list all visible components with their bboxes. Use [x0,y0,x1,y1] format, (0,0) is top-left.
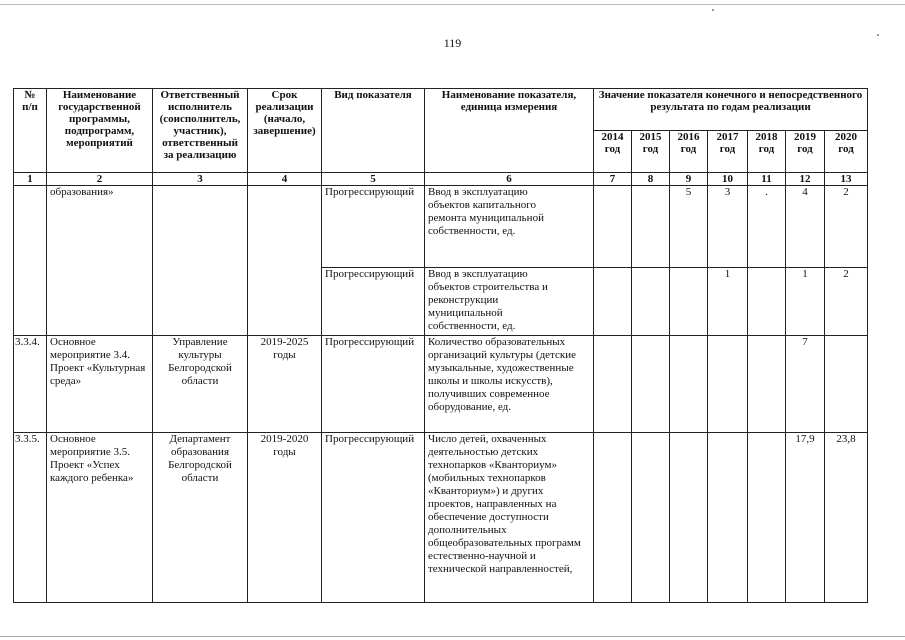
value-2014 [594,268,632,336]
header-year: 2016 год [670,131,708,173]
column-index: 3 [153,173,248,186]
program-name: Основное мероприятие 3.5. Проект «Успех каждого ребенка» [47,433,153,603]
column-index: 9 [670,173,708,186]
header-year: 2018 год [748,131,786,173]
value-2018 [748,268,786,336]
value-2016 [670,336,708,433]
indicator-name: Ввод в эксплуатацию объектов строительства и реконструкции муниципальной собственности, ед. [425,268,594,336]
header-year: 2015 год [632,131,670,173]
indicator-type: Прогрессирующий [322,336,425,433]
value-2020 [825,336,868,433]
value-2015 [632,433,670,603]
term [248,186,322,336]
page-number: 119 [443,36,462,50]
value-2019: 17,9 [786,433,825,603]
scan-speck [712,9,714,11]
header-year: 2017 год [708,131,748,173]
table-row [14,186,868,268]
table-row [14,336,868,433]
indicator-name: Ввод в эксплуатацию объектов капитального ремонта муниципальной собственности, ед. [425,186,594,268]
value-2017 [708,336,748,433]
header-num: № п/п [14,89,47,173]
row-number: 3.3.5. [14,433,47,603]
scan-artifact-bottom [0,636,905,637]
column-index: 2 [47,173,153,186]
value-2015 [632,186,670,268]
header-indicator-type: Вид показателя [322,89,425,173]
value-2019: 1 [786,268,825,336]
indicator-name: Количество образовательных организаций культуры (детские музыкальные, художественные школы и школы искусств), получивших современное оборудование, ед. [425,336,594,433]
indicator-table [13,88,868,603]
header-year: 2014 год [594,131,632,173]
scan-artifact-top [0,4,905,5]
header-program: Наименование государственной программы, подпрограмм, мероприятий [47,89,153,173]
value-2017: 3 [708,186,748,268]
value-2014 [594,433,632,603]
value-2015 [632,336,670,433]
value-2017 [708,433,748,603]
responsible: Департамент образования Белгородской области [153,433,248,603]
header-term: Срок реализации (начало, завершение) [248,89,322,173]
indicator-type: Прогрессирующий [322,268,425,336]
header-year: 2020 год [825,131,868,173]
table-row [14,433,868,603]
indicator-name: Число детей, охваченных деятельностью детских технопарков «Кванториум» (мобильных технопарков «Кванториум») и других проектов, направленных на обеспечение доступности дополнительных общеобразовательных программ естественно-научной и технической направленностей, [425,433,594,603]
header-year: 2019 год [786,131,825,173]
value-2015 [632,268,670,336]
header-responsible: Ответственный исполнитель (соисполнитель, участник), ответственный за реализацию [153,89,248,173]
value-2019: 7 [786,336,825,433]
row-number: 3.3.4. [14,336,47,433]
header-values-group: Значение показателя конечного и непосредственного результата по годам реализации [594,89,868,131]
column-index: 1 [14,173,47,186]
term: 2019-2025 годы [248,336,322,433]
table-header [14,89,868,173]
value-2014 [594,186,632,268]
column-index: 6 [425,173,594,186]
column-index: 8 [632,173,670,186]
row-number [14,186,47,336]
value-2018: . [748,186,786,268]
value-2016 [670,268,708,336]
term: 2019-2020 годы [248,433,322,603]
value-2020: 23,8 [825,433,868,603]
column-index: 7 [594,173,632,186]
value-2018 [748,433,786,603]
indicator-type: Прогрессирующий [322,186,425,268]
column-index-row [14,173,868,186]
value-2014 [594,336,632,433]
column-index: 12 [786,173,825,186]
column-index: 10 [708,173,748,186]
program-name: образования» [47,186,153,336]
column-index: 11 [748,173,786,186]
value-2016 [670,433,708,603]
value-2017: 1 [708,268,748,336]
header-indicator-name: Наименование показателя, единица измерения [425,89,594,173]
column-index: 4 [248,173,322,186]
value-2018 [748,336,786,433]
column-index: 5 [322,173,425,186]
responsible [153,186,248,336]
value-2020: 2 [825,268,868,336]
indicator-type: Прогрессирующий [322,433,425,603]
value-2020: 2 [825,186,868,268]
program-name: Основное мероприятие 3.4. Проект «Культурная среда» [47,336,153,433]
value-2019: 4 [786,186,825,268]
value-2016: 5 [670,186,708,268]
responsible: Управление культуры Белгородской области [153,336,248,433]
column-index: 13 [825,173,868,186]
